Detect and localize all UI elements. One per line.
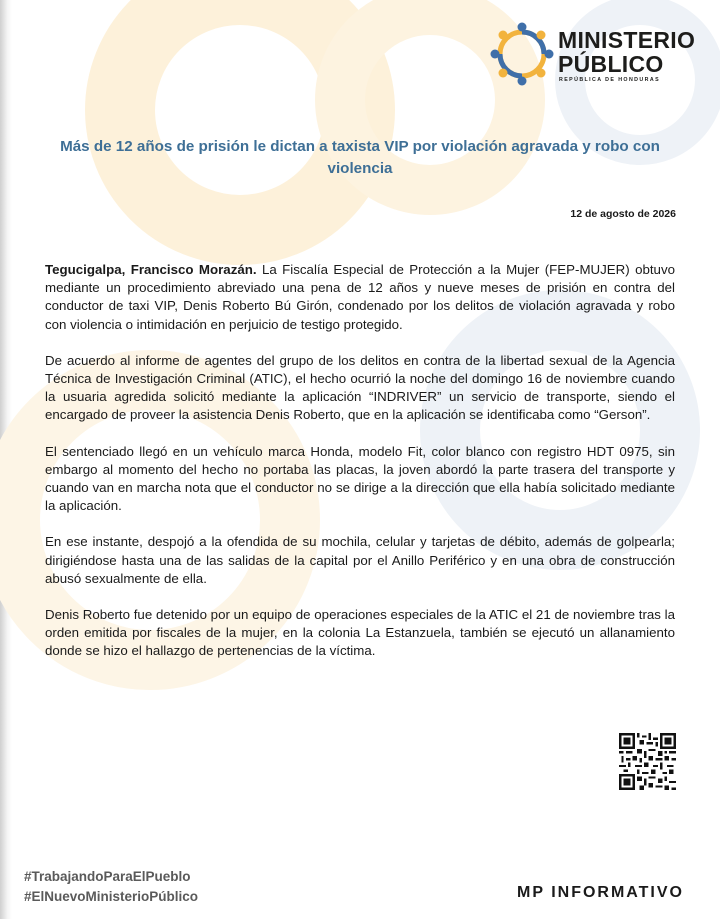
article-body	[45, 261, 675, 679]
hashtag-nuevo-ministerio: #ElNuevoMinisterioPúblico	[24, 889, 199, 904]
article-date: 12 de agosto de 2026	[570, 208, 676, 220]
ministerio-publico-logo-icon	[490, 22, 554, 86]
paragraph-1-lead: Tegucigalpa, Francisco Morazán.	[45, 262, 257, 277]
paragraph-2: De acuerdo al informe de agentes del grupo de los delitos en contra de la libertad sexual de la Agencia Técnica de Investigación Criminal (ATIC), el hecho ocurrió la noche del domingo 16 de noviembre cuando la usuaria agredida solicitó mediante la aplicación “INDRIVER” un servicio de transporte, siendo el encargado de proveer la asistencia Denis Roberto, que en la aplicación se identificaba como “Gerson”.	[45, 352, 675, 423]
paragraph-3: El sentenciado llegó en un vehículo marca Honda, modelo Fit, color blanco con registro HDT 0975, sin embargo al momento del hecho no portaba las placas, la joven abordó la parte trasera del transporte y cuando van en marcha nota que el conductor no se dirige a la dirección que ella había solicitado mediante la aplicación.	[45, 443, 675, 514]
logo-text-ministerio: MINISTERIO	[558, 27, 696, 53]
paragraph-1	[45, 261, 675, 334]
qr-code-icon	[619, 733, 676, 790]
paragraph-5: Denis Roberto fue detenido por un equipo de operaciones especiales de la ATIC el 21 de noviembre tras la orden emitida por fiscales de la mujer, en la colonia La Estanzuela, también se ejecutó un allanamiento donde se hizo el hallazgo de pertenencias de la víctima.	[45, 607, 675, 659]
ministerio-publico-logo	[490, 22, 696, 88]
hashtag-trabajando: #TrabajandoParaElPueblo	[24, 869, 191, 884]
footer-hashtags	[24, 867, 198, 907]
paragraph-4: En ese instante, despojó a la ofendida de su mochila, celular y tarjetas de débito, además de golpearla; dirigiéndose hasta una de las salidas de la capital por el Anillo Periférico y en una obra de construcción abusó sexualmente de ella.	[45, 534, 675, 586]
paragraph-1-text: La Fiscalía Especial de Protección a la Mujer (FEP-MUJER) obtuvo mediante un procedimiento abreviado una pena de 12 años y nueve meses de prisión en contra del conductor de taxi VIP, Denis Roberto Bú Girón, condenado por los delitos de violación agravada y robo con violencia o intimidación en perjuicio de testigo protegido.	[45, 262, 676, 332]
logo-text-publico: PÚBLICO	[558, 51, 664, 77]
article-title: Más de 12 años de prisión le dictan a taxista VIP por violación agravada y robo con violencia	[60, 138, 660, 177]
mp-informativo-brand: MP INFORMATIVO	[517, 884, 684, 901]
logo-text-country: REPÚBLICA DE HONDURAS	[559, 77, 661, 83]
